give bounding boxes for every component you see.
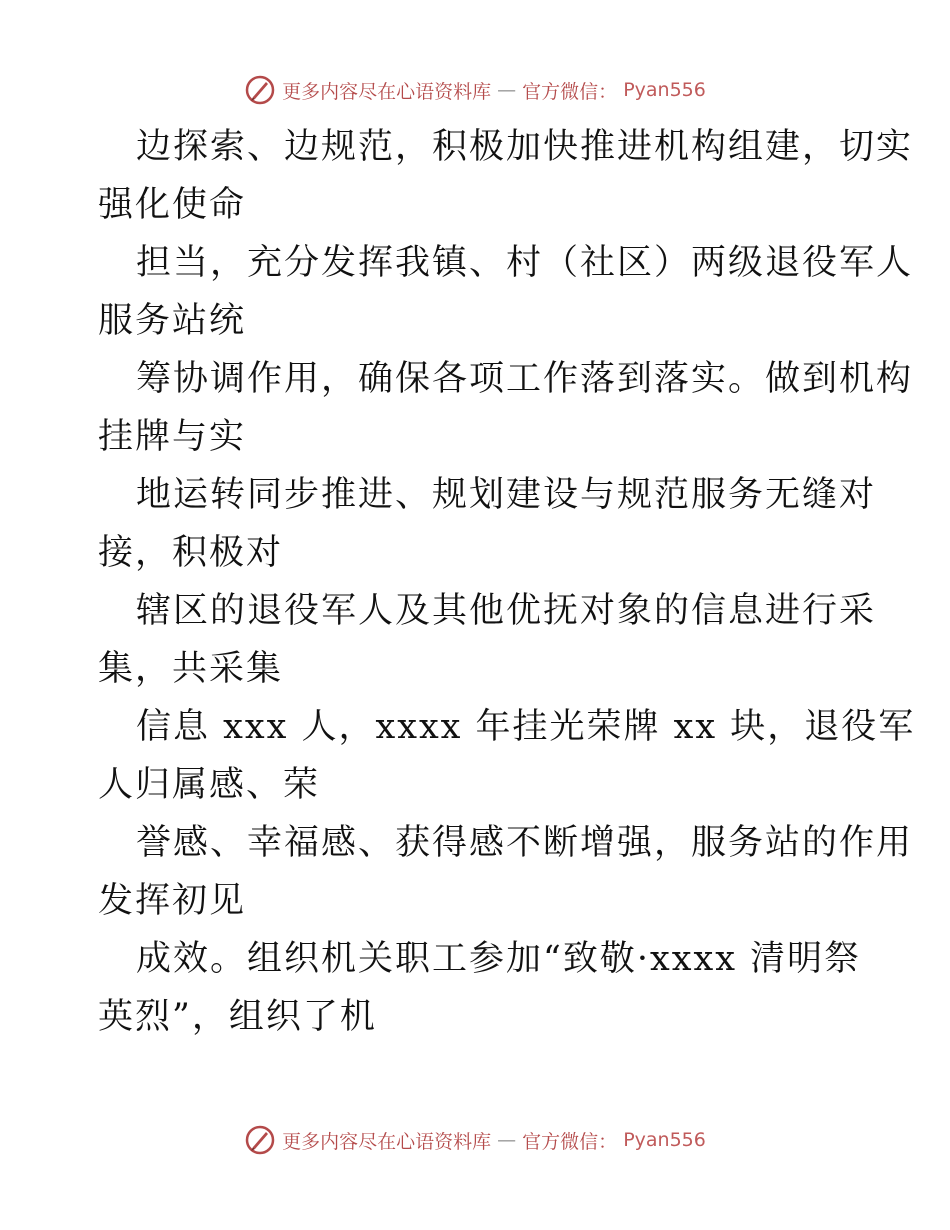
- header-banner: [0, 70, 950, 110]
- paragraph-line: 誉感、幸福感、获得感不断增强，服务站的作用: [136, 823, 914, 863]
- paragraph-line-continuation: 英烈”，组织了机: [98, 997, 377, 1037]
- paragraph: [0, 118, 950, 234]
- paragraph-line-continuation: 集，共采集: [98, 649, 284, 689]
- banner-text: 更多内容尽在心语资料库: [282, 1130, 492, 1153]
- footer-banner: [0, 1120, 950, 1160]
- banner-contact-id: Pyan556: [623, 1129, 706, 1151]
- document-body: [0, 118, 950, 1046]
- quill-pen-logo-icon: [244, 1124, 276, 1156]
- paragraph-line-continuation: 挂牌与实: [98, 417, 247, 457]
- quill-pen-logo-icon: [244, 74, 276, 106]
- paragraph: [0, 582, 950, 698]
- paragraph-line: 担当，充分发挥我镇、村（社区）两级退役军人: [136, 243, 914, 283]
- paragraph: [0, 350, 950, 466]
- banner-contact-label: 官方微信：: [522, 1130, 618, 1153]
- banner-separator: —: [497, 1129, 517, 1151]
- paragraph-line-continuation: 强化使命: [98, 185, 247, 225]
- paragraph-line: 边探索、边规范，积极加快推进机构组建，切实: [136, 127, 914, 167]
- paragraph: [0, 814, 950, 930]
- paragraph-line: 成效。组织机关职工参加“致敬·xxxx 清明祭: [136, 939, 862, 979]
- paragraph-line: 地运转同步推进、规划建设与规范服务无缝对: [136, 475, 877, 515]
- paragraph: [0, 234, 950, 350]
- paragraph: [0, 466, 950, 582]
- paragraph-line-continuation: 发挥初见: [98, 881, 247, 921]
- paragraph: [0, 930, 950, 1046]
- paragraph: [0, 698, 950, 814]
- banner-separator: —: [497, 79, 517, 101]
- paragraph-line-continuation: 人归属感、荣: [98, 765, 321, 805]
- banner-text: 更多内容尽在心语资料库: [282, 80, 492, 103]
- banner-contact-label: 官方微信：: [522, 80, 618, 103]
- paragraph-line-continuation: 服务站统: [98, 301, 247, 341]
- paragraph-line: 筹协调作用，确保各项工作落到落实。做到机构: [136, 359, 914, 399]
- paragraph-line: 信息 xxx 人，xxxx 年挂光荣牌 xx 块，退役军: [136, 707, 916, 747]
- paragraph-line-continuation: 接，积极对: [98, 533, 284, 573]
- paragraph-line: 辖区的退役军人及其他优抚对象的信息进行采: [136, 591, 877, 631]
- banner-contact-id: Pyan556: [623, 79, 706, 101]
